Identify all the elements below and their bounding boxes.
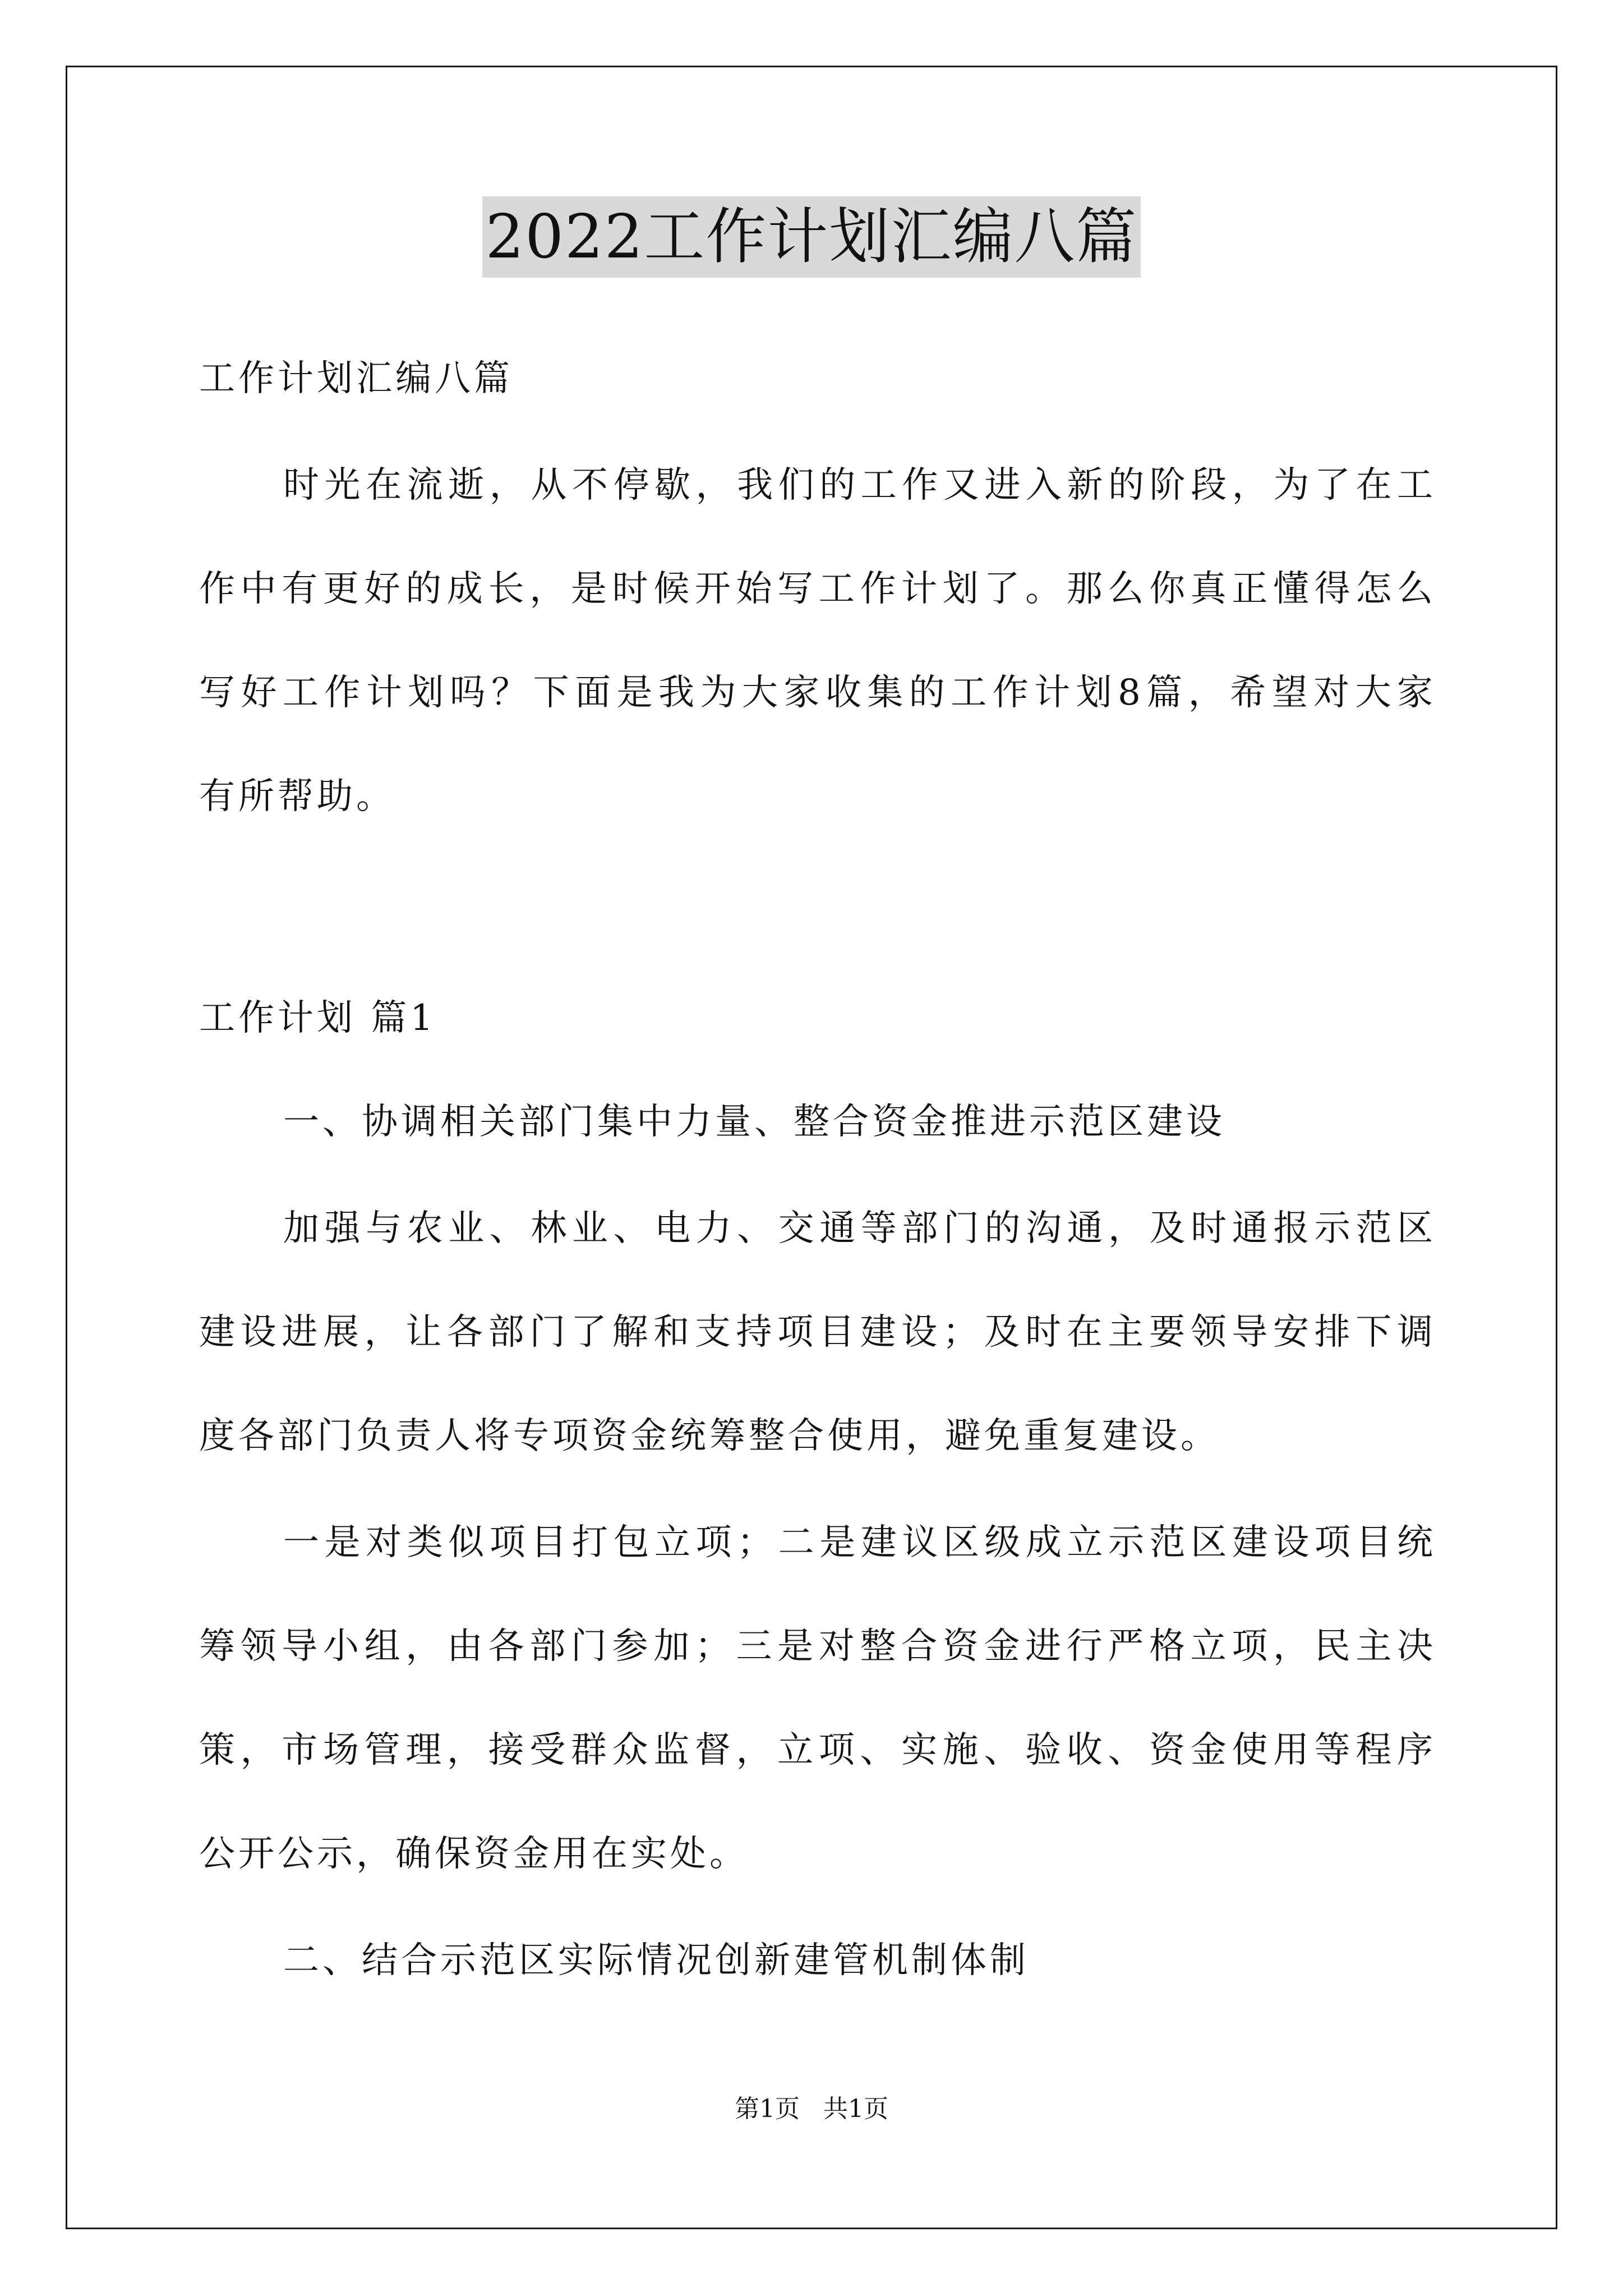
intro-line-4: 有所帮助。	[199, 776, 395, 817]
page-footer: 第1页 共1页	[735, 2095, 888, 2123]
intro-line-3: 写好工作计划吗？下面是我为大家收集的工作计划8篇，希望对大家	[199, 672, 1433, 714]
item1-heading: 一、协调相关部门集中力量、整合资金推进示范区建设	[283, 1101, 1225, 1143]
intro-line-1: 时光在流逝，从不停歇，我们的工作又进入新的阶段，为了在工	[283, 464, 1433, 506]
document-subtitle: 工作计划汇编八篇	[199, 358, 513, 399]
item2-heading: 二、结合示范区实际情况创新建管机制体制	[283, 1940, 1029, 1981]
intro-line-2: 作中有更好的成长，是时候开始写工作计划了。那么你真正懂得怎么	[199, 568, 1433, 610]
para1-line-1: 加强与农业、林业、电力、交通等部门的沟通，及时通报示范区	[283, 1208, 1433, 1249]
para1-line-3: 度各部门负责人将专项资金统筹整合使用，避免重复建设。	[199, 1415, 1220, 1457]
para1-line-2: 建设进展，让各部门了解和支持项目建设；及时在主要领导安排下调	[199, 1312, 1433, 1353]
document-title	[0, 196, 1623, 278]
document-title-text: 2022工作计划汇编八篇	[482, 196, 1141, 278]
para2-line-2: 筹领导小组，由各部门参加；三是对整合资金进行严格立项，民主决	[199, 1626, 1433, 1667]
para2-line-1: 一是对类似项目打包立项；二是建议区级成立示范区建设项目统	[283, 1522, 1433, 1563]
para2-line-4: 公开公示，确保资金用在实处。	[199, 1833, 749, 1875]
section-heading: 工作计划 篇1	[199, 997, 437, 1039]
para2-line-3: 策，市场管理，接受群众监督，立项、实施、验收、资金使用等程序	[199, 1729, 1433, 1771]
